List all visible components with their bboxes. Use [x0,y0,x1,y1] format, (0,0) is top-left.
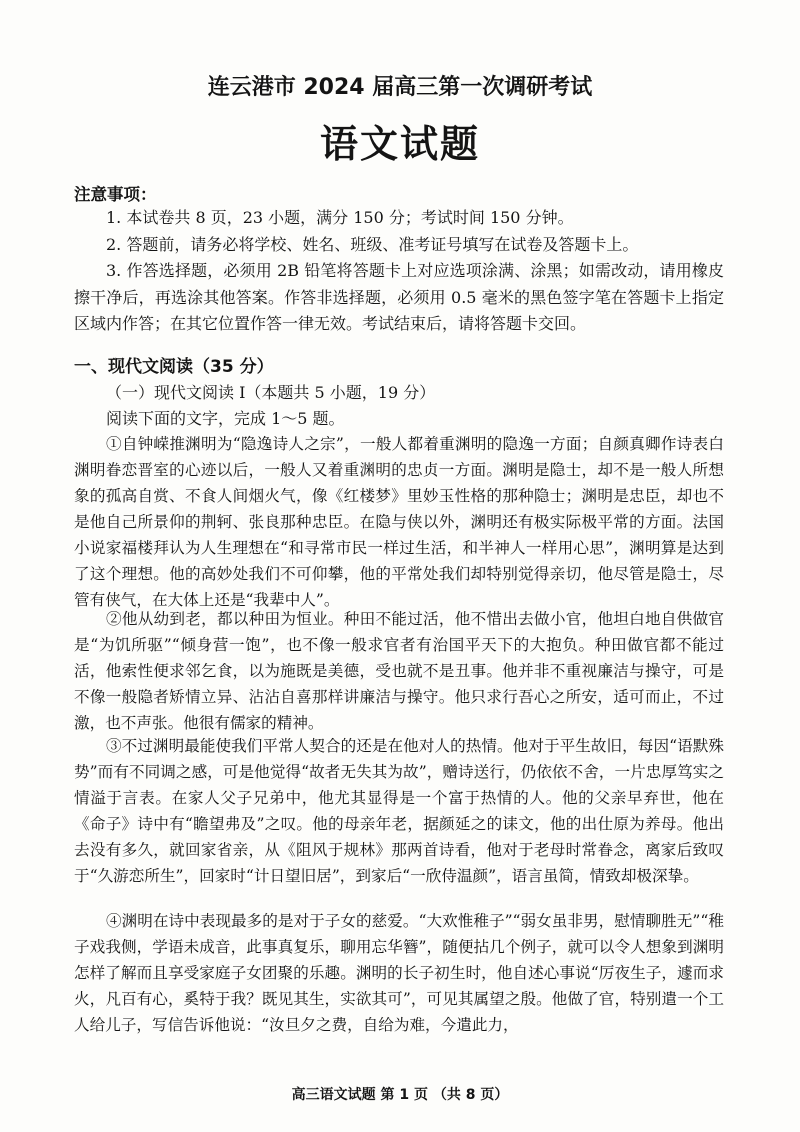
passage-paragraph: ③不过渊明最能使我们平常人契合的还是在他对人的热情。他对于平生故旧，每因“语默殊势”而有不同调之感，可是他觉得“故者无失其为故”，赠诗送行，仍依依不舍，一片忠厚笃实之情溢于言表。在家人父子兄弟中，他尤其显得是一个富于热情的人。他的父亲早弃世，他在《命子》诗中有“瞻望弗及”之叹。他的母亲年老，据颜延之的诔文，他的出仕原为养母。他出去没有多久，就回家省亲，从《阻风于规林》那两首诗看，他对于老母时常眷念，离家后致叹于“久游恋所生”，回家时“计日望旧居”，到家后“一欣侍温颜”，语言虽简，情致却极深挚。 [74,737,724,885]
reading-instruction: 阅读下面的文字，完成 1～5 题。 [106,409,345,428]
page-footer: 高三语文试题 第 1 页 （共 8 页） [291,1087,509,1103]
notice-item: 3. 作答选择题，必须用 2B 铅笔将答题卡上对应选项涂满、涂黑；如需改动，请用橡皮擦干净后，再选涂其他答案。作答非选择题，必须用 0.5 毫米的黑色签字笔在答题卡上指定区域内作答；在其它位置作答一律无效。考试结束后，请将答题卡交回。 [74,261,724,333]
exam-title: 连云港市 2024 届高三第一次调研考试 [207,75,593,100]
notice-item: 1. 本试卷共 8 页，23 小题，满分 150 分；考试时间 150 分钟。 [106,208,574,227]
notice-heading: 注意事项： [74,185,157,204]
section-heading: 一、现代文阅读（35 分） [74,357,274,377]
notice-item: 2. 答题前，请务必将学校、姓名、班级、准考证号填写在试卷及答题卡上。 [106,235,639,254]
passage-paragraph: ④渊明在诗中表现最多的是对于子女的慈爱。“大欢惟稚子”“弱女虽非男，慰情聊胜无”“稚子戏我侧，学语未成音，此事真复乐，聊用忘华簪”，随便拈几个例子，就可以令人想象到渊明怎样了解而且享受家庭子女团聚的乐趣。渊明的长子初生时，他自述心事说“厉夜生子，遽而求火，凡百有心，奚特于我？既见其生，实欲其可”，可见其属望之殷。他做了官，特别遣一个工人给儿子，写信告诉他说：“汝旦夕之费，自给为难，今遣此力， [74,912,724,1034]
subject-title: 语文试题 [319,122,480,166]
passage-paragraph: ②他从幼到老，都以种田为恒业。种田不能过活，他不惜出去做小官，他坦白地自供做官是“为饥所驱”“倾身营一饱”，也不像一般求官者有治国平天下的大抱负。种田做官都不能过活，他索性便求邻乞食，以为施既是美德，受也就不是丑事。他并非不重视廉洁与操守，可是不像一般隐者矫情立异、沾沾自喜那样讲廉洁与操守。他只求行吾心之所安，适可而止，不过激，也不声张。他很有儒家的精神。 [74,610,724,732]
subsection-heading: （一）现代文阅读 I（本题共 5 小题，19 分） [106,383,436,402]
passage-paragraph: ①自钟嵘推渊明为“隐逸诗人之宗”，一般人都着重渊明的隐逸一方面；自颜真卿作诗表白渊明眷恋晋室的心迹以后，一般人又着重渊明的忠贞一方面。渊明是隐士，却不是一般人所想象的孤高自赏、不食人间烟火气，像《红楼梦》里妙玉性格的那种隐士；渊明是忠臣，却也不是他自己所景仰的荆轲、张良那种忠臣。在隐与侠以外，渊明还有极实际极平常的方面。法国小说家福楼拜认为人生理想在“和寻常市民一样过生活，和半神人一样用心思”，渊明算是达到了这个理想。他的高妙处我们不可仰攀，他的平常处我们却特别觉得亲切，他尽管是隐士，尽管有侠气，在大体上还是“我辈中人”。 [74,435,724,609]
